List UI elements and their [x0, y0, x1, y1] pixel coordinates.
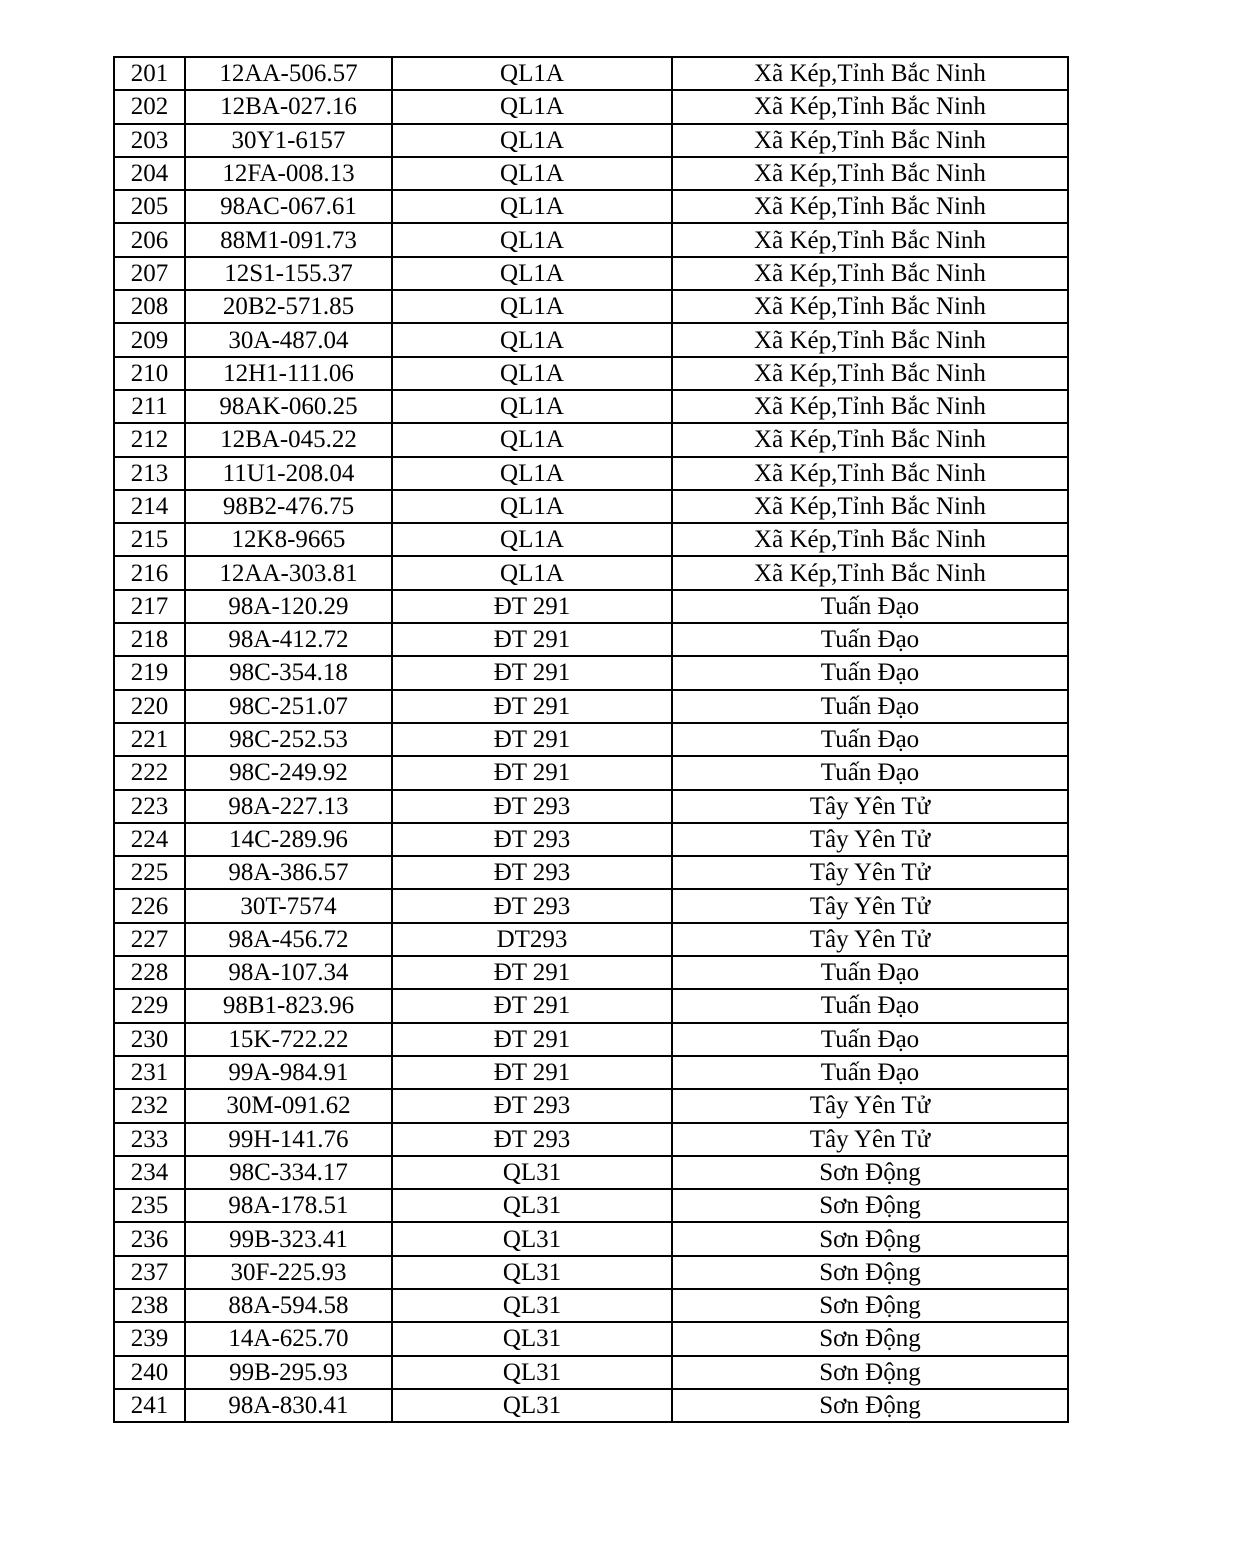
table-row — [114, 190, 1068, 223]
table-row — [114, 1123, 1068, 1156]
row-number-cell: 201 — [114, 57, 185, 90]
license-plate-cell: 12K8-9665 — [185, 523, 392, 556]
table-row — [114, 756, 1068, 789]
row-number-cell: 217 — [114, 590, 185, 623]
license-plate-cell: 98A-386.57 — [185, 856, 392, 889]
license-plate-cell: 30A-487.04 — [185, 323, 392, 356]
location-cell: Tây Yên Tử — [672, 1089, 1068, 1122]
table-row — [114, 690, 1068, 723]
table-row — [114, 1322, 1068, 1355]
row-number-cell: 203 — [114, 124, 185, 157]
table-row — [114, 856, 1068, 889]
location-cell: Xã Kép,Tỉnh Bắc Ninh — [672, 490, 1068, 523]
location-cell: Xã Kép,Tỉnh Bắc Ninh — [672, 90, 1068, 123]
license-plate-cell: 99B-323.41 — [185, 1222, 392, 1255]
location-cell: Xã Kép,Tỉnh Bắc Ninh — [672, 357, 1068, 390]
location-cell: Sơn Động — [672, 1322, 1068, 1355]
location-cell: Xã Kép,Tỉnh Bắc Ninh — [672, 157, 1068, 190]
location-cell: Tây Yên Tử — [672, 856, 1068, 889]
table-row — [114, 1023, 1068, 1056]
table-row — [114, 257, 1068, 290]
row-number-cell: 229 — [114, 989, 185, 1022]
location-cell: Sơn Động — [672, 1289, 1068, 1322]
road-cell: QL1A — [392, 390, 672, 423]
license-plate-cell: 98C-249.92 — [185, 756, 392, 789]
license-plate-cell: 88A-594.58 — [185, 1289, 392, 1322]
location-cell: Tây Yên Tử — [672, 1123, 1068, 1156]
row-number-cell: 209 — [114, 323, 185, 356]
road-cell: ĐT 291 — [392, 723, 672, 756]
location-cell: Tây Yên Tử — [672, 823, 1068, 856]
road-cell: ĐT 291 — [392, 1023, 672, 1056]
road-cell: ĐT 293 — [392, 856, 672, 889]
table-row — [114, 223, 1068, 256]
license-plate-cell: 98AC-067.61 — [185, 190, 392, 223]
road-cell: QL31 — [392, 1222, 672, 1255]
location-cell: Tuấn Đạo — [672, 623, 1068, 656]
row-number-cell: 239 — [114, 1322, 185, 1355]
location-cell: Tuấn Đạo — [672, 956, 1068, 989]
location-cell: Tây Yên Tử — [672, 889, 1068, 922]
license-plate-cell: 20B2-571.85 — [185, 290, 392, 323]
location-cell: Tuấn Đạo — [672, 756, 1068, 789]
road-cell: ĐT 293 — [392, 823, 672, 856]
row-number-cell: 223 — [114, 790, 185, 823]
license-plate-cell: 12FA-008.13 — [185, 157, 392, 190]
location-cell: Tuấn Đạo — [672, 989, 1068, 1022]
table-row — [114, 590, 1068, 623]
license-plate-cell: 99A-984.91 — [185, 1056, 392, 1089]
table-row — [114, 1189, 1068, 1222]
road-cell: QL1A — [392, 556, 672, 589]
license-plate-cell: 12AA-303.81 — [185, 556, 392, 589]
location-cell: Sơn Động — [672, 1156, 1068, 1189]
road-cell: QL1A — [392, 323, 672, 356]
license-plate-cell: 98C-354.18 — [185, 656, 392, 689]
license-plate-cell: 99B-295.93 — [185, 1356, 392, 1389]
table-row — [114, 390, 1068, 423]
license-plate-cell: 30M-091.62 — [185, 1089, 392, 1122]
location-cell: Tuấn Đạo — [672, 1023, 1068, 1056]
table-row — [114, 523, 1068, 556]
road-cell: ĐT 291 — [392, 656, 672, 689]
location-cell: Xã Kép,Tỉnh Bắc Ninh — [672, 290, 1068, 323]
location-cell: Tuấn Đạo — [672, 723, 1068, 756]
road-cell: ĐT 293 — [392, 1123, 672, 1156]
road-cell: QL1A — [392, 423, 672, 456]
table-row — [114, 1289, 1068, 1322]
row-number-cell: 204 — [114, 157, 185, 190]
location-cell: Xã Kép,Tỉnh Bắc Ninh — [672, 257, 1068, 290]
table-row — [114, 989, 1068, 1022]
license-plate-cell: 98A-412.72 — [185, 623, 392, 656]
row-number-cell: 235 — [114, 1189, 185, 1222]
row-number-cell: 233 — [114, 1123, 185, 1156]
table-row — [114, 1222, 1068, 1255]
road-cell: QL1A — [392, 90, 672, 123]
license-plate-cell: 98C-251.07 — [185, 690, 392, 723]
row-number-cell: 218 — [114, 623, 185, 656]
table-row — [114, 357, 1068, 390]
table-row — [114, 457, 1068, 490]
road-cell: QL1A — [392, 257, 672, 290]
row-number-cell: 222 — [114, 756, 185, 789]
road-cell: ĐT 291 — [392, 956, 672, 989]
license-plate-cell: 98C-252.53 — [185, 723, 392, 756]
license-plate-cell: 12BA-045.22 — [185, 423, 392, 456]
license-plate-cell: 12BA-027.16 — [185, 90, 392, 123]
road-cell: QL31 — [392, 1289, 672, 1322]
row-number-cell: 237 — [114, 1256, 185, 1289]
table-row — [114, 1056, 1068, 1089]
road-cell: QL1A — [392, 523, 672, 556]
license-plate-cell: 98AK-060.25 — [185, 390, 392, 423]
road-cell: ĐT 291 — [392, 989, 672, 1022]
row-number-cell: 211 — [114, 390, 185, 423]
road-cell: QL1A — [392, 490, 672, 523]
table-row — [114, 556, 1068, 589]
road-cell: ĐT 293 — [392, 889, 672, 922]
row-number-cell: 210 — [114, 357, 185, 390]
location-cell: Xã Kép,Tỉnh Bắc Ninh — [672, 457, 1068, 490]
row-number-cell: 232 — [114, 1089, 185, 1122]
license-plate-cell: 98A-120.29 — [185, 590, 392, 623]
license-plate-cell: 30F-225.93 — [185, 1256, 392, 1289]
table-row — [114, 889, 1068, 922]
row-number-cell: 202 — [114, 90, 185, 123]
location-cell: Tây Yên Tử — [672, 790, 1068, 823]
road-cell: QL31 — [392, 1156, 672, 1189]
row-number-cell: 212 — [114, 423, 185, 456]
location-cell: Sơn Động — [672, 1256, 1068, 1289]
table-row — [114, 1356, 1068, 1389]
table-row — [114, 423, 1068, 456]
license-plate-cell: 12S1-155.37 — [185, 257, 392, 290]
license-plate-cell: 14A-625.70 — [185, 1322, 392, 1355]
table-row — [114, 290, 1068, 323]
location-cell: Tuấn Đạo — [672, 690, 1068, 723]
row-number-cell: 221 — [114, 723, 185, 756]
road-cell: QL1A — [392, 157, 672, 190]
location-cell: Tuấn Đạo — [672, 656, 1068, 689]
license-plate-cell: 98A-456.72 — [185, 923, 392, 956]
table-row — [114, 1256, 1068, 1289]
road-cell: ĐT 293 — [392, 1089, 672, 1122]
row-number-cell: 206 — [114, 223, 185, 256]
road-cell: QL1A — [392, 223, 672, 256]
location-cell: Xã Kép,Tỉnh Bắc Ninh — [672, 523, 1068, 556]
table-row — [114, 1156, 1068, 1189]
location-cell: Sơn Động — [672, 1356, 1068, 1389]
table-row — [114, 923, 1068, 956]
location-cell: Sơn Động — [672, 1389, 1068, 1422]
table-row — [114, 790, 1068, 823]
road-cell: QL31 — [392, 1389, 672, 1422]
location-cell: Xã Kép,Tỉnh Bắc Ninh — [672, 190, 1068, 223]
license-plate-cell: 30T-7574 — [185, 889, 392, 922]
location-cell: Sơn Động — [672, 1222, 1068, 1255]
license-plate-cell: 12H1-111.06 — [185, 357, 392, 390]
location-cell: Xã Kép,Tỉnh Bắc Ninh — [672, 390, 1068, 423]
road-cell: ĐT 291 — [392, 690, 672, 723]
location-cell: Xã Kép,Tỉnh Bắc Ninh — [672, 323, 1068, 356]
table-row — [114, 1089, 1068, 1122]
table-row — [114, 723, 1068, 756]
records-table — [113, 56, 1069, 1423]
road-cell: QL1A — [392, 290, 672, 323]
location-cell: Tuấn Đạo — [672, 1056, 1068, 1089]
row-number-cell: 215 — [114, 523, 185, 556]
row-number-cell: 219 — [114, 656, 185, 689]
row-number-cell: 240 — [114, 1356, 185, 1389]
road-cell: QL1A — [392, 124, 672, 157]
table-row — [114, 157, 1068, 190]
row-number-cell: 231 — [114, 1056, 185, 1089]
license-plate-cell: 12AA-506.57 — [185, 57, 392, 90]
license-plate-cell: 98B1-823.96 — [185, 989, 392, 1022]
license-plate-cell: 98B2-476.75 — [185, 490, 392, 523]
road-cell: QL1A — [392, 57, 672, 90]
location-cell: Tuấn Đạo — [672, 590, 1068, 623]
location-cell: Xã Kép,Tỉnh Bắc Ninh — [672, 556, 1068, 589]
license-plate-cell: 98A-107.34 — [185, 956, 392, 989]
license-plate-cell: 11U1-208.04 — [185, 457, 392, 490]
license-plate-cell: 14C-289.96 — [185, 823, 392, 856]
row-number-cell: 224 — [114, 823, 185, 856]
road-cell: QL1A — [392, 190, 672, 223]
row-number-cell: 213 — [114, 457, 185, 490]
license-plate-cell: 98C-334.17 — [185, 1156, 392, 1189]
table-row — [114, 656, 1068, 689]
road-cell: QL31 — [392, 1356, 672, 1389]
row-number-cell: 208 — [114, 290, 185, 323]
location-cell: Xã Kép,Tỉnh Bắc Ninh — [672, 124, 1068, 157]
road-cell: ĐT 291 — [392, 623, 672, 656]
row-number-cell: 205 — [114, 190, 185, 223]
row-number-cell: 214 — [114, 490, 185, 523]
row-number-cell: 236 — [114, 1222, 185, 1255]
table-row — [114, 90, 1068, 123]
road-cell: QL1A — [392, 457, 672, 490]
row-number-cell: 216 — [114, 556, 185, 589]
license-plate-cell: 30Y1-6157 — [185, 124, 392, 157]
license-plate-cell: 15K-722.22 — [185, 1023, 392, 1056]
location-cell: Sơn Động — [672, 1189, 1068, 1222]
location-cell: Xã Kép,Tỉnh Bắc Ninh — [672, 223, 1068, 256]
row-number-cell: 230 — [114, 1023, 185, 1056]
license-plate-cell: 98A-178.51 — [185, 1189, 392, 1222]
road-cell: QL1A — [392, 357, 672, 390]
table-row — [114, 823, 1068, 856]
row-number-cell: 238 — [114, 1289, 185, 1322]
row-number-cell: 227 — [114, 923, 185, 956]
table-row — [114, 124, 1068, 157]
location-cell: Xã Kép,Tỉnh Bắc Ninh — [672, 423, 1068, 456]
row-number-cell: 241 — [114, 1389, 185, 1422]
row-number-cell: 207 — [114, 257, 185, 290]
table-row — [114, 323, 1068, 356]
road-cell: ĐT 291 — [392, 1056, 672, 1089]
row-number-cell: 228 — [114, 956, 185, 989]
license-plate-cell: 88M1-091.73 — [185, 223, 392, 256]
road-cell: QL31 — [392, 1189, 672, 1222]
road-cell: QL31 — [392, 1256, 672, 1289]
license-plate-cell: 99H-141.76 — [185, 1123, 392, 1156]
table-row — [114, 57, 1068, 90]
table-row — [114, 490, 1068, 523]
table-row — [114, 956, 1068, 989]
row-number-cell: 220 — [114, 690, 185, 723]
location-cell: Tây Yên Tử — [672, 923, 1068, 956]
table-row — [114, 1389, 1068, 1422]
row-number-cell: 225 — [114, 856, 185, 889]
license-plate-cell: 98A-227.13 — [185, 790, 392, 823]
road-cell: DT293 — [392, 923, 672, 956]
license-plate-cell: 98A-830.41 — [185, 1389, 392, 1422]
row-number-cell: 226 — [114, 889, 185, 922]
road-cell: ĐT 293 — [392, 790, 672, 823]
records-table-body — [114, 57, 1068, 1422]
road-cell: ĐT 291 — [392, 590, 672, 623]
road-cell: ĐT 291 — [392, 756, 672, 789]
table-row — [114, 623, 1068, 656]
road-cell: QL31 — [392, 1322, 672, 1355]
location-cell: Xã Kép,Tỉnh Bắc Ninh — [672, 57, 1068, 90]
row-number-cell: 234 — [114, 1156, 185, 1189]
